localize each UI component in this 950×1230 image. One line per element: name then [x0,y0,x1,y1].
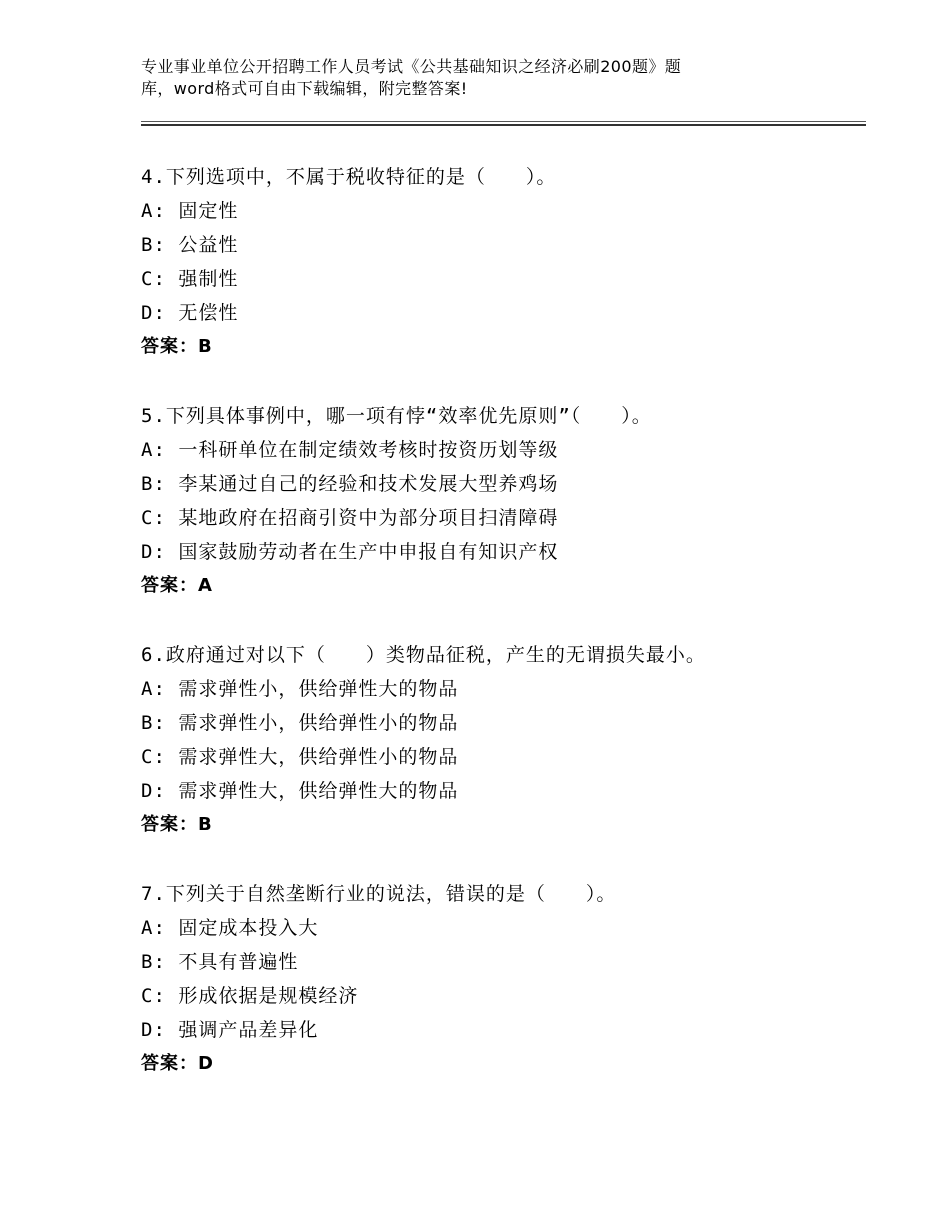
option-c: C: 强制性 [141,268,239,290]
question-7 [141,877,861,1081]
option-a: A: 固定成本投入大 [141,917,319,939]
question-stem: 4.下列选项中，不属于税收特征的是（ ）。 [141,166,557,188]
question-stem: 5.下列具体事例中，哪一项有悖“效率优先原则”（ ）。 [141,405,652,427]
answer-label: 答案：B [141,336,213,357]
option-b: B: 不具有普遍性 [141,951,299,973]
header-title-line-1: 专业事业单位公开招聘工作人员考试《公共基础知识之经济必刷200题》题 [141,57,682,76]
answer-label: 答案：B [141,814,213,835]
option-c: C: 需求弹性大，供给弹性小的物品 [141,746,459,768]
option-c: C: 形成依据是规模经济 [141,985,359,1007]
option-d: D: 国家鼓励劳动者在生产中申报自有知识产权 [141,541,559,563]
question-stem: 6.政府通过对以下（ ）类物品征税，产生的无谓损失最小。 [141,644,706,666]
answer-label: 答案：A [141,575,213,596]
question-5 [141,399,861,603]
question-stem: 7.下列关于自然垄断行业的说法，错误的是（ ）。 [141,883,617,905]
question-6 [141,638,861,842]
option-d: D: 无偿性 [141,302,239,324]
option-c: C: 某地政府在招商引资中为部分项目扫清障碍 [141,507,559,529]
option-a: A: 一科研单位在制定绩效考核时按资历划等级 [141,439,559,461]
header-title-line-2: 库，word格式可自由下载编辑，附完整答案! [141,79,468,98]
question-4 [141,160,861,364]
option-b: B: 李某通过自己的经验和技术发展大型养鸡场 [141,473,559,495]
option-d: D: 需求弹性大，供给弹性大的物品 [141,780,459,802]
option-a: A: 固定性 [141,200,239,222]
option-a: A: 需求弹性小，供给弹性大的物品 [141,678,459,700]
document-header [141,56,831,100]
answer-label: 答案：D [141,1053,214,1074]
option-d: D: 强调产品差异化 [141,1019,319,1041]
option-b: B: 公益性 [141,234,239,256]
option-b: B: 需求弹性小，供给弹性小的物品 [141,712,459,734]
header-divider [141,121,866,126]
